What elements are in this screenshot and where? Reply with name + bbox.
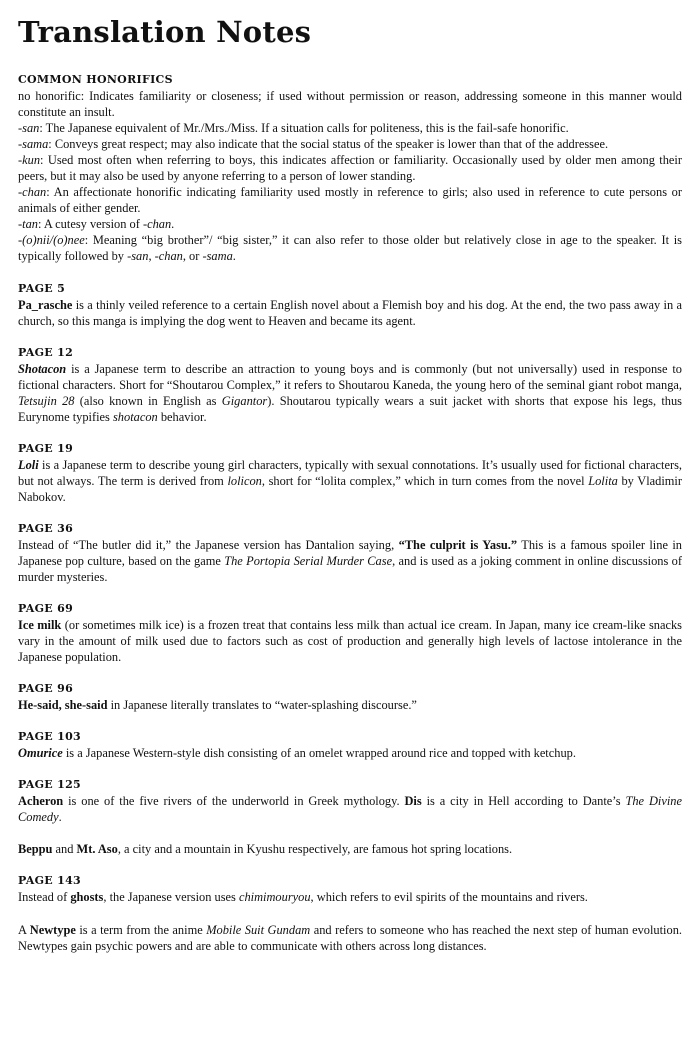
note-paragraph xyxy=(18,617,682,665)
text-run: : Used most often when referring to boys, this indicates affection or familiarity. Occasionally used by older men among their peers, but it may also be used by anyone referring to a person of lower standing. xyxy=(18,153,682,184)
note-paragraph xyxy=(18,889,682,905)
section-heading: PAGE 143 xyxy=(18,874,81,888)
bold-term: Ice milk xyxy=(18,618,62,633)
bold-term: Omurice xyxy=(18,746,63,761)
italic-text: The Divine Comedy xyxy=(18,794,682,825)
text-run: is a thinly veiled reference to a certain English novel about a Flemish boy and his dog. At the end, the two pass away in a church, so this manga is implying the dog went to Heaven and became its agent. xyxy=(18,297,682,328)
italic-text: -kun xyxy=(18,153,41,168)
note-section xyxy=(18,281,682,329)
italic-text: Mobile Suit Gundam xyxy=(206,922,311,937)
text-run: , and is used as a joking comment in online discussions of murder mysteries. xyxy=(18,553,682,585)
text-run: is a Japanese Western-style dish consisting of an omelet wrapped around rice and topped with ketchup. xyxy=(62,746,576,761)
text-run: and refers to someone who has reached the next step of human evolution. Newtypes gain psychic powers and are able to communicate with others across long distances. xyxy=(18,922,682,953)
honorific-entry xyxy=(18,88,682,120)
text-run: : Conveys great respect; may also indicate that the social status of the speaker is lower than that of the addressee. xyxy=(48,137,609,152)
note-section xyxy=(18,729,682,761)
text-run: : Meaning “big brother”/ “big sister,” it can also refer to those older but relatively close in age to the speaker. It is typically followed by xyxy=(18,233,682,264)
text-run: , or xyxy=(182,249,203,264)
text-run: ). Shoutarou typically wears a suit jacket with shorts that expose his legs, thus Eurynome typifies xyxy=(18,393,683,424)
text-run: Instead of “The butler did it,” the Japanese version has Dantalion saying, xyxy=(18,537,399,552)
honorific-entry xyxy=(18,232,682,264)
bold-term: Loli xyxy=(18,457,39,472)
note-paragraph xyxy=(18,297,682,329)
text-run: and xyxy=(52,842,77,857)
bold-term: ghosts xyxy=(70,890,104,905)
note-section xyxy=(18,345,682,425)
section-heading: PAGE 5 xyxy=(18,281,66,295)
text-run: by Vladimir Nabokov. xyxy=(18,473,682,504)
text-run: : The Japanese equivalent of Mr./Mrs./Miss. If a situation calls for politeness, this is the fail-safe honorific. xyxy=(39,121,569,136)
bold-term: Newtype xyxy=(29,922,76,937)
note-section xyxy=(18,873,682,953)
section-heading: PAGE 19 xyxy=(18,441,74,455)
text-run: is a Japanese term to describe young girl characters, typically with sexual connotations. It’s usually used for fictional characters, but not always. The term is derived from xyxy=(18,457,682,488)
notes-sections xyxy=(18,281,682,954)
bold-term: Mt. Aso xyxy=(76,842,118,857)
note-paragraph xyxy=(18,841,682,857)
italic-text: -chan xyxy=(18,185,47,200)
section-heading: PAGE 69 xyxy=(18,602,74,616)
italic-text: chimimouryou xyxy=(238,890,311,905)
bold-term: Beppu xyxy=(18,842,53,857)
text-run: is one of the five rivers of the underworld in Greek mythology. xyxy=(63,794,405,809)
note-section xyxy=(18,601,682,665)
text-run: , which refers to evil spirits of the mountains and rivers. xyxy=(310,890,588,905)
italic-text: -tan xyxy=(18,217,38,232)
text-run: behavior. xyxy=(157,409,207,424)
text-run: in Japanese literally translates to “water-splashing discourse.” xyxy=(107,698,417,713)
text-run: : A cutesy version of xyxy=(37,217,143,232)
honorific-entry xyxy=(18,216,682,232)
text-run: . xyxy=(232,249,236,264)
honorific-entry xyxy=(18,120,682,136)
bold-term: He-said, she-said xyxy=(18,698,108,713)
note-section xyxy=(18,521,682,585)
note-paragraph xyxy=(18,537,682,585)
section-heading: PAGE 12 xyxy=(18,345,74,359)
italic-text: Lolita xyxy=(588,473,618,488)
text-run: , the Japanese version uses xyxy=(103,890,239,905)
honorifics-heading: COMMON HONORIFICS xyxy=(18,73,173,86)
italic-text: The Portopia Serial Murder Case xyxy=(224,553,393,568)
italic-text: -san xyxy=(18,121,40,136)
note-section xyxy=(18,777,682,857)
text-run: . xyxy=(58,810,62,825)
note-section xyxy=(18,681,682,713)
italic-text: -sama xyxy=(18,137,49,152)
italic-text: -sama xyxy=(202,249,233,264)
text-run: is a Japanese term to describe an attraction to young boys and is commonly (but not universally) used in response to fictional characters. Short for “Shoutarou Complex,” it refers to Shoutarou Kaneda, the young hero of the seminal giant robot manga, xyxy=(18,361,682,392)
honorifics-section xyxy=(18,72,682,265)
honorifics-list xyxy=(18,88,682,265)
text-run: : An affectionate honorific indicating familiarity used mostly in reference to girls; also used in reference to cute persons or animals of either gender. xyxy=(18,185,682,216)
note-paragraph xyxy=(18,745,682,761)
text-run: is a city in Hell according to Dante’s xyxy=(421,794,626,809)
section-heading: PAGE 103 xyxy=(18,730,81,744)
bold-term: Acheron xyxy=(18,794,64,809)
text-run: (or sometimes milk ice) is a frozen treat that contains less milk than actual ice cream. In Japan, many ice cream-like snacks vary in the amount of milk used due to factors such as cost of production and generally high levels of lactose intolerance in the Japanese population. xyxy=(18,618,682,665)
italic-text: -chan xyxy=(154,249,183,264)
italic-text: -san xyxy=(127,249,149,264)
text-run: . xyxy=(171,217,175,232)
note-paragraph xyxy=(18,697,682,713)
bold-term: Shotacon xyxy=(18,361,67,376)
text-run: This is a famous spoiler line in Japanese pop culture, based on the game xyxy=(18,537,682,568)
italic-text: Gigantor xyxy=(221,393,268,408)
section-heading: PAGE 125 xyxy=(18,778,81,792)
bold-term: “The culprit is Yasu.” xyxy=(398,537,518,552)
text-run: no honorific: Indicates familiarity or closeness; if used without permission or reason, addressing someone in this manner would constitute an insult. xyxy=(18,89,682,120)
honorific-entry xyxy=(18,152,682,184)
section-heading: PAGE 96 xyxy=(18,682,74,696)
italic-text: -chan xyxy=(142,217,172,232)
text-run: (also known in English as xyxy=(74,393,222,408)
honorific-entry xyxy=(18,184,682,216)
honorific-entry xyxy=(18,136,682,152)
text-run: , a city and a mountain in Kyushu respectively, are famous hot spring locations. xyxy=(117,842,513,857)
note-paragraph xyxy=(18,793,682,825)
text-run: Instead of xyxy=(18,890,71,905)
italic-text: -(o)nii/(o)nee xyxy=(18,233,85,248)
text-run: A xyxy=(18,922,30,937)
italic-text: lolicon xyxy=(227,473,262,488)
page-title: Translation Notes xyxy=(18,15,312,49)
bold-term: Dis xyxy=(404,794,422,809)
italic-text: Tetsujin 28 xyxy=(18,393,75,408)
note-paragraph xyxy=(18,361,682,425)
italic-text: shotacon xyxy=(112,409,158,424)
text-run: , xyxy=(148,249,155,264)
section-heading: PAGE 36 xyxy=(18,521,74,535)
note-paragraph xyxy=(18,922,682,954)
text-run: , short for “lolita complex,” which in turn comes from the novel xyxy=(261,473,589,488)
text-run: is a term from the anime xyxy=(75,922,207,937)
bold-term: Pa_rasche xyxy=(18,297,73,312)
note-paragraph xyxy=(18,457,682,505)
note-section xyxy=(18,441,682,505)
